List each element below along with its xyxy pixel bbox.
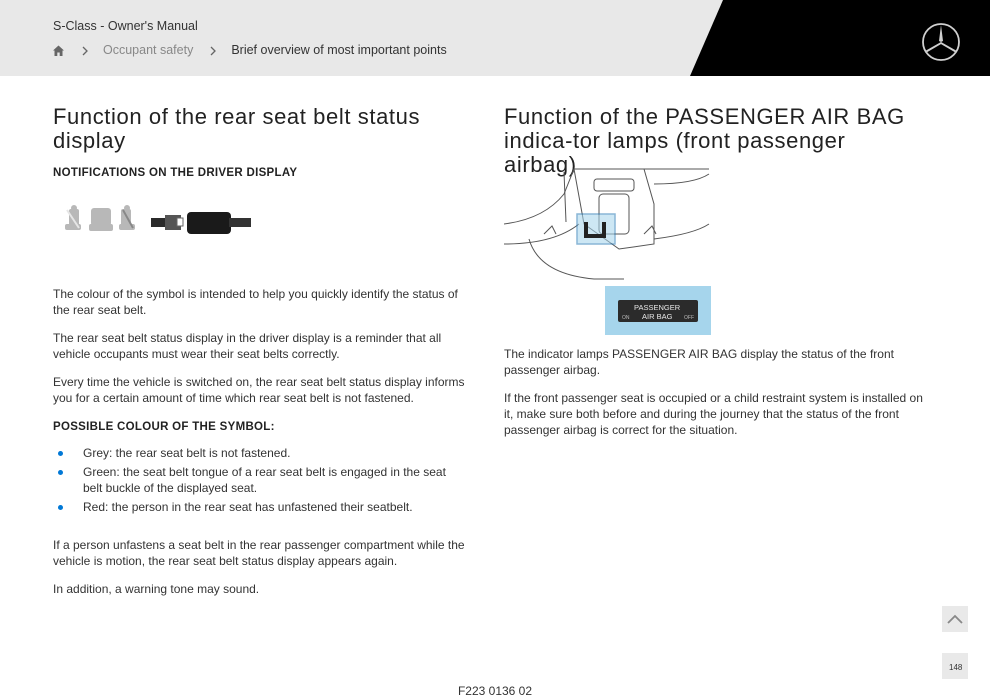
rear-seat-belt-title: Function of the rear seat belt status display [53,104,421,153]
airbag-indicator-illustration [504,164,714,336]
breadcrumb-current-page: Brief overview of most important points [231,43,447,57]
home-icon[interactable] [52,44,65,57]
left-column [53,100,468,179]
rear-seat-belt-text [53,286,468,609]
airbag-label-on: ON [622,315,630,321]
scroll-to-top-button[interactable] [942,606,968,632]
paragraph: The colour of the symbol is intended to help you quickly identify the status of the rear seat belt. [53,287,458,317]
page-icon [946,659,964,673]
paragraph: If the front passenger seat is occupied or a child restraint system is installed on it, make sure both before and during the journey that the status of the front passenger airbag is correct for the situation. [504,391,923,437]
airbag-label-line2: AIR BAG [642,312,673,321]
notifications-heading: NOTIFICATIONS ON THE DRIVER DISPLAY [53,167,298,179]
breadcrumb-occupant-safety[interactable]: Occupant safety [103,43,194,57]
colour-list [53,445,468,515]
page-tool-button[interactable] [942,653,968,679]
seat-belt-occupant-icons [65,205,135,231]
figure-code: F223 0136 02 [457,684,533,698]
passenger-airbag-text [504,346,924,450]
chevron-up-icon [947,614,963,624]
breadcrumb [52,42,447,58]
page-tool-label: 148 [949,663,963,672]
paragraph: Every time the vehicle is switched on, the rear seat belt status display informs you for a certain amount of time which rear seat belt is not fastened. [53,375,465,405]
mercedes-star-logo[interactable] [921,22,961,62]
list-item: Red: the person in the rear seat has unfastened their seatbelt. [53,499,468,515]
list-item: Green: the seat belt tongue of a rear seat belt is engaged in the seat belt buckle of the displayed seat. [53,464,468,496]
list-item: Grey: the rear seat belt is not fastened. [53,445,468,461]
chevron-right-icon [209,45,217,55]
chevron-right-icon [81,45,89,55]
seat-belt-status-icons [53,204,258,242]
paragraph: The rear seat belt status display in the driver display is a reminder that all vehicle occupants must wear their seat belts correctly. [53,331,442,361]
bullet-dot [58,470,63,475]
paragraph: In addition, a warning tone may sound. [53,582,260,596]
passenger-airbag-title: Function of the PASSENGER AIR BAG indica-tor lamps (front passenger airbag) [504,104,905,177]
seat-belt-buckle-icon [151,212,251,234]
manual-title: S-Class - Owner's Manual [53,19,198,33]
bullet-dot [58,451,63,456]
paragraph: The indicator lamps PASSENGER AIR BAG display the status of the front passenger airbag. [504,347,894,377]
colour-heading: POSSIBLE COLOUR OF THE SYMBOL: [53,421,275,433]
airbag-label-off: OFF [684,315,694,321]
paragraph: If a person unfastens a seat belt in the rear passenger compartment while the vehicle is motion, the rear seat belt status display appears again. [53,538,465,568]
airbag-label-line1: PASSENGER [634,303,681,312]
bullet-dot [58,505,63,510]
